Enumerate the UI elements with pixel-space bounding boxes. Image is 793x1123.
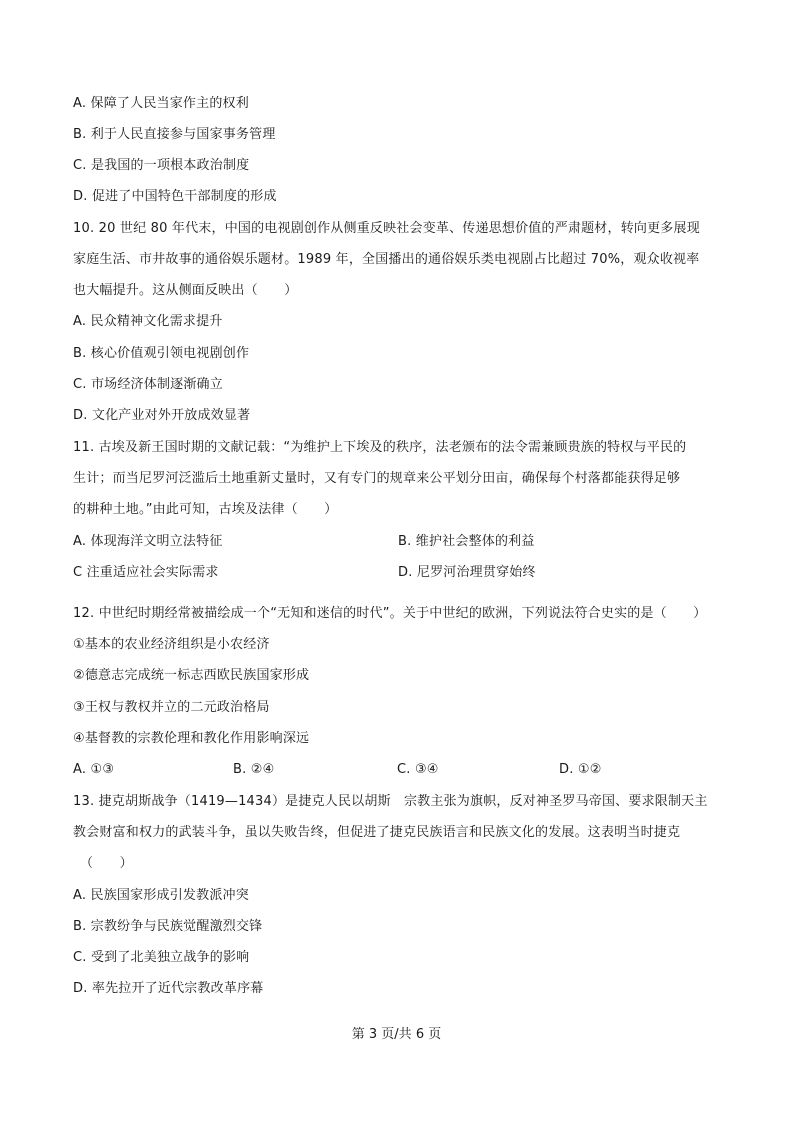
q9-option-d: D. 促进了中国特色干部制度的形成	[73, 189, 277, 204]
q11-option-c: C 注重适应社会实际需求	[73, 565, 219, 580]
q13-stem-line-3: （ ）	[80, 856, 133, 871]
q13-stem-line-1: 13. 捷克胡斯战争（1419—1434）是捷克人民以胡斯 宗教主张为旗帜，反对神圣罗马帝国、要求限制天主	[73, 794, 708, 809]
q13-option-c: C. 受到了北美独立战争的影响	[73, 950, 250, 965]
q10-stem-line-3: 也大幅提升。这从侧面反映出（ ）	[73, 283, 298, 298]
q10-stem-line-2: 家庭生活、市井故事的通俗娱乐题材。1989 年，全国播出的通俗娱乐类电视剧占比超过 70%，观众收视率	[73, 252, 700, 267]
q11-option-d: D. 尼罗河治理贯穿始终	[398, 565, 536, 580]
page-number-footer: 第 3 页/共 6 页	[351, 1027, 442, 1042]
q12-item-4: ④基督教的宗教伦理和教化作用影响深远	[73, 731, 310, 746]
q12-stem: 12. 中世纪时期经常被描绘成一个“无知和迷信的时代”。关于中世纪的欧洲，下列说法符合史实的是（ ）	[73, 606, 707, 621]
q12-item-2: ②德意志完成统一标志西欧民族国家形成	[73, 668, 310, 683]
q10-option-a: A. 民众精神文化需求提升	[73, 314, 223, 329]
q13-option-a: A. 民族国家形成引发教派冲突	[73, 888, 249, 903]
q12-option-c: C. ③④	[397, 762, 439, 777]
q12-item-3: ③王权与教权并立的二元政治格局	[73, 700, 270, 715]
q11-option-a: A. 体现海洋文明立法特征	[73, 534, 223, 549]
q12-option-d: D. ①②	[559, 762, 602, 777]
q10-option-d: D. 文化产业对外开放成效显著	[73, 408, 251, 423]
q12-item-1: ①基本的农业经济组织是小农经济	[73, 637, 270, 652]
q9-option-a: A. 保障了人民当家作主的权利	[73, 96, 249, 111]
q12-option-b: B. ②④	[233, 762, 275, 777]
q9-option-c: C. 是我国的一项根本政治制度	[73, 158, 250, 173]
q11-stem-line-3: 的耕种土地。”由此可知，古埃及法律（ ）	[73, 502, 338, 517]
q11-stem-line-2: 生计；而当尼罗河泛滥后土地重新丈量时，又有专门的规章来公平划分田亩，确保每个村落都能获得足够	[73, 471, 681, 486]
q11-stem-line-1: 11. 古埃及新王国时期的文献记载：“为维护上下埃及的秩序，法老颁布的法令需兼顾贵族的特权与平民的	[73, 440, 687, 455]
q9-option-b: B. 利于人民直接参与国家事务管理	[73, 127, 276, 142]
q10-option-b: B. 核心价值观引领电视剧创作	[73, 346, 250, 361]
q10-option-c: C. 市场经济体制逐渐确立	[73, 377, 223, 392]
q12-option-a: A. ①③	[73, 762, 115, 777]
q13-option-d: D. 率先拉开了近代宗教改革序幕	[73, 981, 264, 996]
q10-stem-line-1: 10. 20 世纪 80 年代末，中国的电视剧创作从侧重反映社会变革、传递思想价值的严肃题材，转向更多展现	[73, 221, 700, 236]
q13-stem-line-2: 教会财富和权力的武装斗争，虽以失败告终，但促进了捷克民族语言和民族文化的发展。这表明当时捷克	[73, 825, 681, 840]
q11-option-b: B. 维护社会整体的利益	[398, 534, 535, 549]
q13-option-b: B. 宗教纷争与民族觉醒激烈交锋	[73, 919, 263, 934]
